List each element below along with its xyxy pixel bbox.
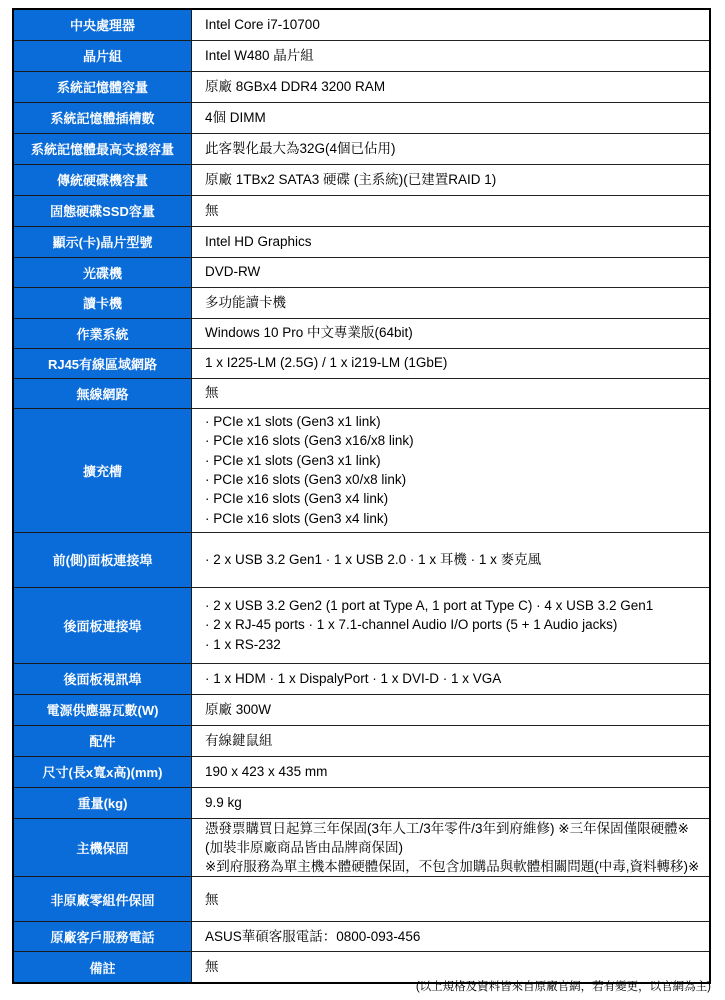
spec-value <box>192 756 711 787</box>
footnote: (以上規格及資料皆來自原廠官網，若有變更，以官網為主) <box>415 981 711 993</box>
spec-row <box>13 756 710 787</box>
spec-value-line: · PCIe x16 slots (Gen3 x4 link) <box>205 491 389 507</box>
spec-value <box>192 133 711 164</box>
spec-label: 晶片組 <box>13 40 192 71</box>
spec-row <box>13 71 710 102</box>
spec-value-line: · PCIe x16 slots (Gen3 x0/x8 link) <box>205 472 407 487</box>
spec-value-line: DVD-RW <box>205 264 261 280</box>
spec-label: 無線網路 <box>13 378 192 408</box>
spec-label: 系統記憶體最高支援容量 <box>13 133 192 164</box>
spec-row <box>13 922 710 952</box>
spec-value-line: 此客製化最大為32G(4個已佔用) <box>205 140 396 156</box>
spec-label: 原廠客戶服務電話 <box>13 922 192 952</box>
spec-label: 電源供應器瓦數(W) <box>13 694 192 725</box>
spec-label: 配件 <box>13 725 192 756</box>
spec-value <box>192 922 711 952</box>
spec-label: 傳統硬碟機容量 <box>13 164 192 195</box>
spec-value-line: 原廠 1TBx2 SATA3 硬碟 (主系統)(已建置RAID 1) <box>205 171 497 187</box>
spec-row <box>13 348 710 378</box>
spec-value-line: 多功能讀卡機 <box>205 294 286 310</box>
spec-value-line: Intel HD Graphics <box>205 233 312 249</box>
spec-label: 主機保固 <box>13 818 192 877</box>
spec-label: 顯示(卡)晶片型號 <box>13 226 192 257</box>
spec-value-line: · PCIe x16 slots (Gen3 x16/x8 link) <box>205 433 414 449</box>
spec-label: 後面板連接埠 <box>13 587 192 663</box>
spec-value-line: 原廠 8GBx4 DDR4 3200 RAM <box>205 78 386 94</box>
spec-value-line: 190 x 423 x 435 mm <box>205 763 328 779</box>
spec-label: 光碟機 <box>13 257 192 287</box>
spec-value <box>192 40 711 71</box>
spec-value <box>192 587 711 663</box>
spec-value <box>192 287 711 318</box>
spec-row <box>13 587 710 663</box>
spec-row <box>13 287 710 318</box>
spec-label: 中央處理器 <box>13 9 192 40</box>
spec-row <box>13 257 710 287</box>
spec-row <box>13 164 710 195</box>
spec-value-line: 4個 DIMM <box>205 109 266 125</box>
spec-row <box>13 40 710 71</box>
spec-label: 尺寸(長x寬x高)(mm) <box>13 756 192 787</box>
spec-value <box>192 787 711 818</box>
spec-label: 系統記憶體插槽數 <box>13 102 192 133</box>
spec-row <box>13 787 710 818</box>
spec-value-line: · 2 x RJ-45 ports · 1 x 7.1-channel Audio I/O ports (5 + 1 Audio jacks) <box>205 617 618 633</box>
spec-row <box>13 102 710 133</box>
spec-row <box>13 532 710 587</box>
spec-value-line: · 2 x USB 3.2 Gen2 (1 port at Type A, 1 port at Type C) · 4 x USB 3.2 Gen1 <box>205 598 654 614</box>
spec-row <box>13 877 710 922</box>
spec-value-line: · PCIe x1 slots (Gen3 x1 link) <box>205 452 381 468</box>
spec-row <box>13 378 710 408</box>
spec-value-line: Windows 10 Pro 中文專業版(64bit) <box>205 325 413 341</box>
spec-value-line: · PCIe x1 slots (Gen3 x1 link) <box>205 414 381 430</box>
spec-value-line: ※到府服務為單主機本體硬體保固，不包含加購品與軟體相關問題(中毒,資料轉移)※ <box>205 859 700 875</box>
spec-value <box>192 408 711 532</box>
spec-label: 作業系統 <box>13 318 192 348</box>
spec-value-line: 原廠 300W <box>205 701 272 717</box>
spec-label: RJ45有線區域網路 <box>13 348 192 378</box>
spec-label: 系統記憶體容量 <box>13 71 192 102</box>
spec-row <box>13 9 710 40</box>
spec-value-line: 無 <box>205 959 219 975</box>
spec-row <box>13 318 710 348</box>
spec-row <box>13 133 710 164</box>
spec-row <box>13 663 710 694</box>
spec-value <box>192 532 711 587</box>
spec-value-line: 1 x I225-LM (2.5G) / 1 x i219-LM (1GbE) <box>205 355 448 371</box>
spec-value <box>192 378 711 408</box>
spec-value-line: 憑發票購買日起算三年保固(3年人工/3年零件/3年到府維修) ※三年保固僅限硬體※ <box>205 820 689 836</box>
spec-value <box>192 877 711 922</box>
spec-value <box>192 348 711 378</box>
spec-label: 前(側)面板連接埠 <box>13 532 192 587</box>
spec-value-line: · 1 x RS-232 <box>205 636 281 652</box>
spec-value <box>192 226 711 257</box>
spec-value <box>192 257 711 287</box>
spec-value <box>192 663 711 694</box>
spec-value-line: (加裝非原廠商品皆由品牌商保固) <box>205 839 403 855</box>
spec-row <box>13 725 710 756</box>
spec-value-line: ASUS華碩客服電話：0800-093-456 <box>205 929 421 945</box>
spec-row <box>13 818 710 877</box>
spec-label: 後面板視訊埠 <box>13 663 192 694</box>
spec-label: 備註 <box>13 952 192 983</box>
spec-row <box>13 195 710 226</box>
spec-row <box>13 226 710 257</box>
spec-value <box>192 318 711 348</box>
spec-row <box>13 408 710 532</box>
spec-value <box>192 725 711 756</box>
spec-value-line: 無 <box>205 385 219 401</box>
spec-table <box>12 8 711 984</box>
spec-row <box>13 694 710 725</box>
spec-value-line: · 2 x USB 3.2 Gen1 · 1 x USB 2.0 · 1 x 耳機 · 1 x 麥克風 <box>205 551 542 567</box>
spec-value <box>192 818 711 877</box>
spec-value <box>192 164 711 195</box>
spec-value-line: Intel Core i7-10700 <box>205 17 320 33</box>
spec-value-line: 無 <box>205 891 219 907</box>
spec-value <box>192 195 711 226</box>
spec-value <box>192 71 711 102</box>
spec-value-line: 9.9 kg <box>205 794 242 810</box>
spec-value <box>192 9 711 40</box>
spec-value-line: 有線鍵鼠組 <box>205 732 273 748</box>
spec-label: 非原廠零組件保固 <box>13 877 192 922</box>
spec-value-line: · PCIe x16 slots (Gen3 x4 link) <box>205 510 389 526</box>
spec-label: 擴充槽 <box>13 408 192 532</box>
spec-value-line: · 1 x HDM · 1 x DispalyPort · 1 x DVI-D · 1 x VGA <box>205 670 502 686</box>
spec-label: 固態硬碟SSD容量 <box>13 195 192 226</box>
spec-label: 讀卡機 <box>13 287 192 318</box>
spec-value <box>192 694 711 725</box>
spec-label: 重量(kg) <box>13 787 192 818</box>
spec-value-line: Intel W480 晶片組 <box>205 47 314 63</box>
spec-value-line: 無 <box>205 202 219 218</box>
spec-value <box>192 102 711 133</box>
